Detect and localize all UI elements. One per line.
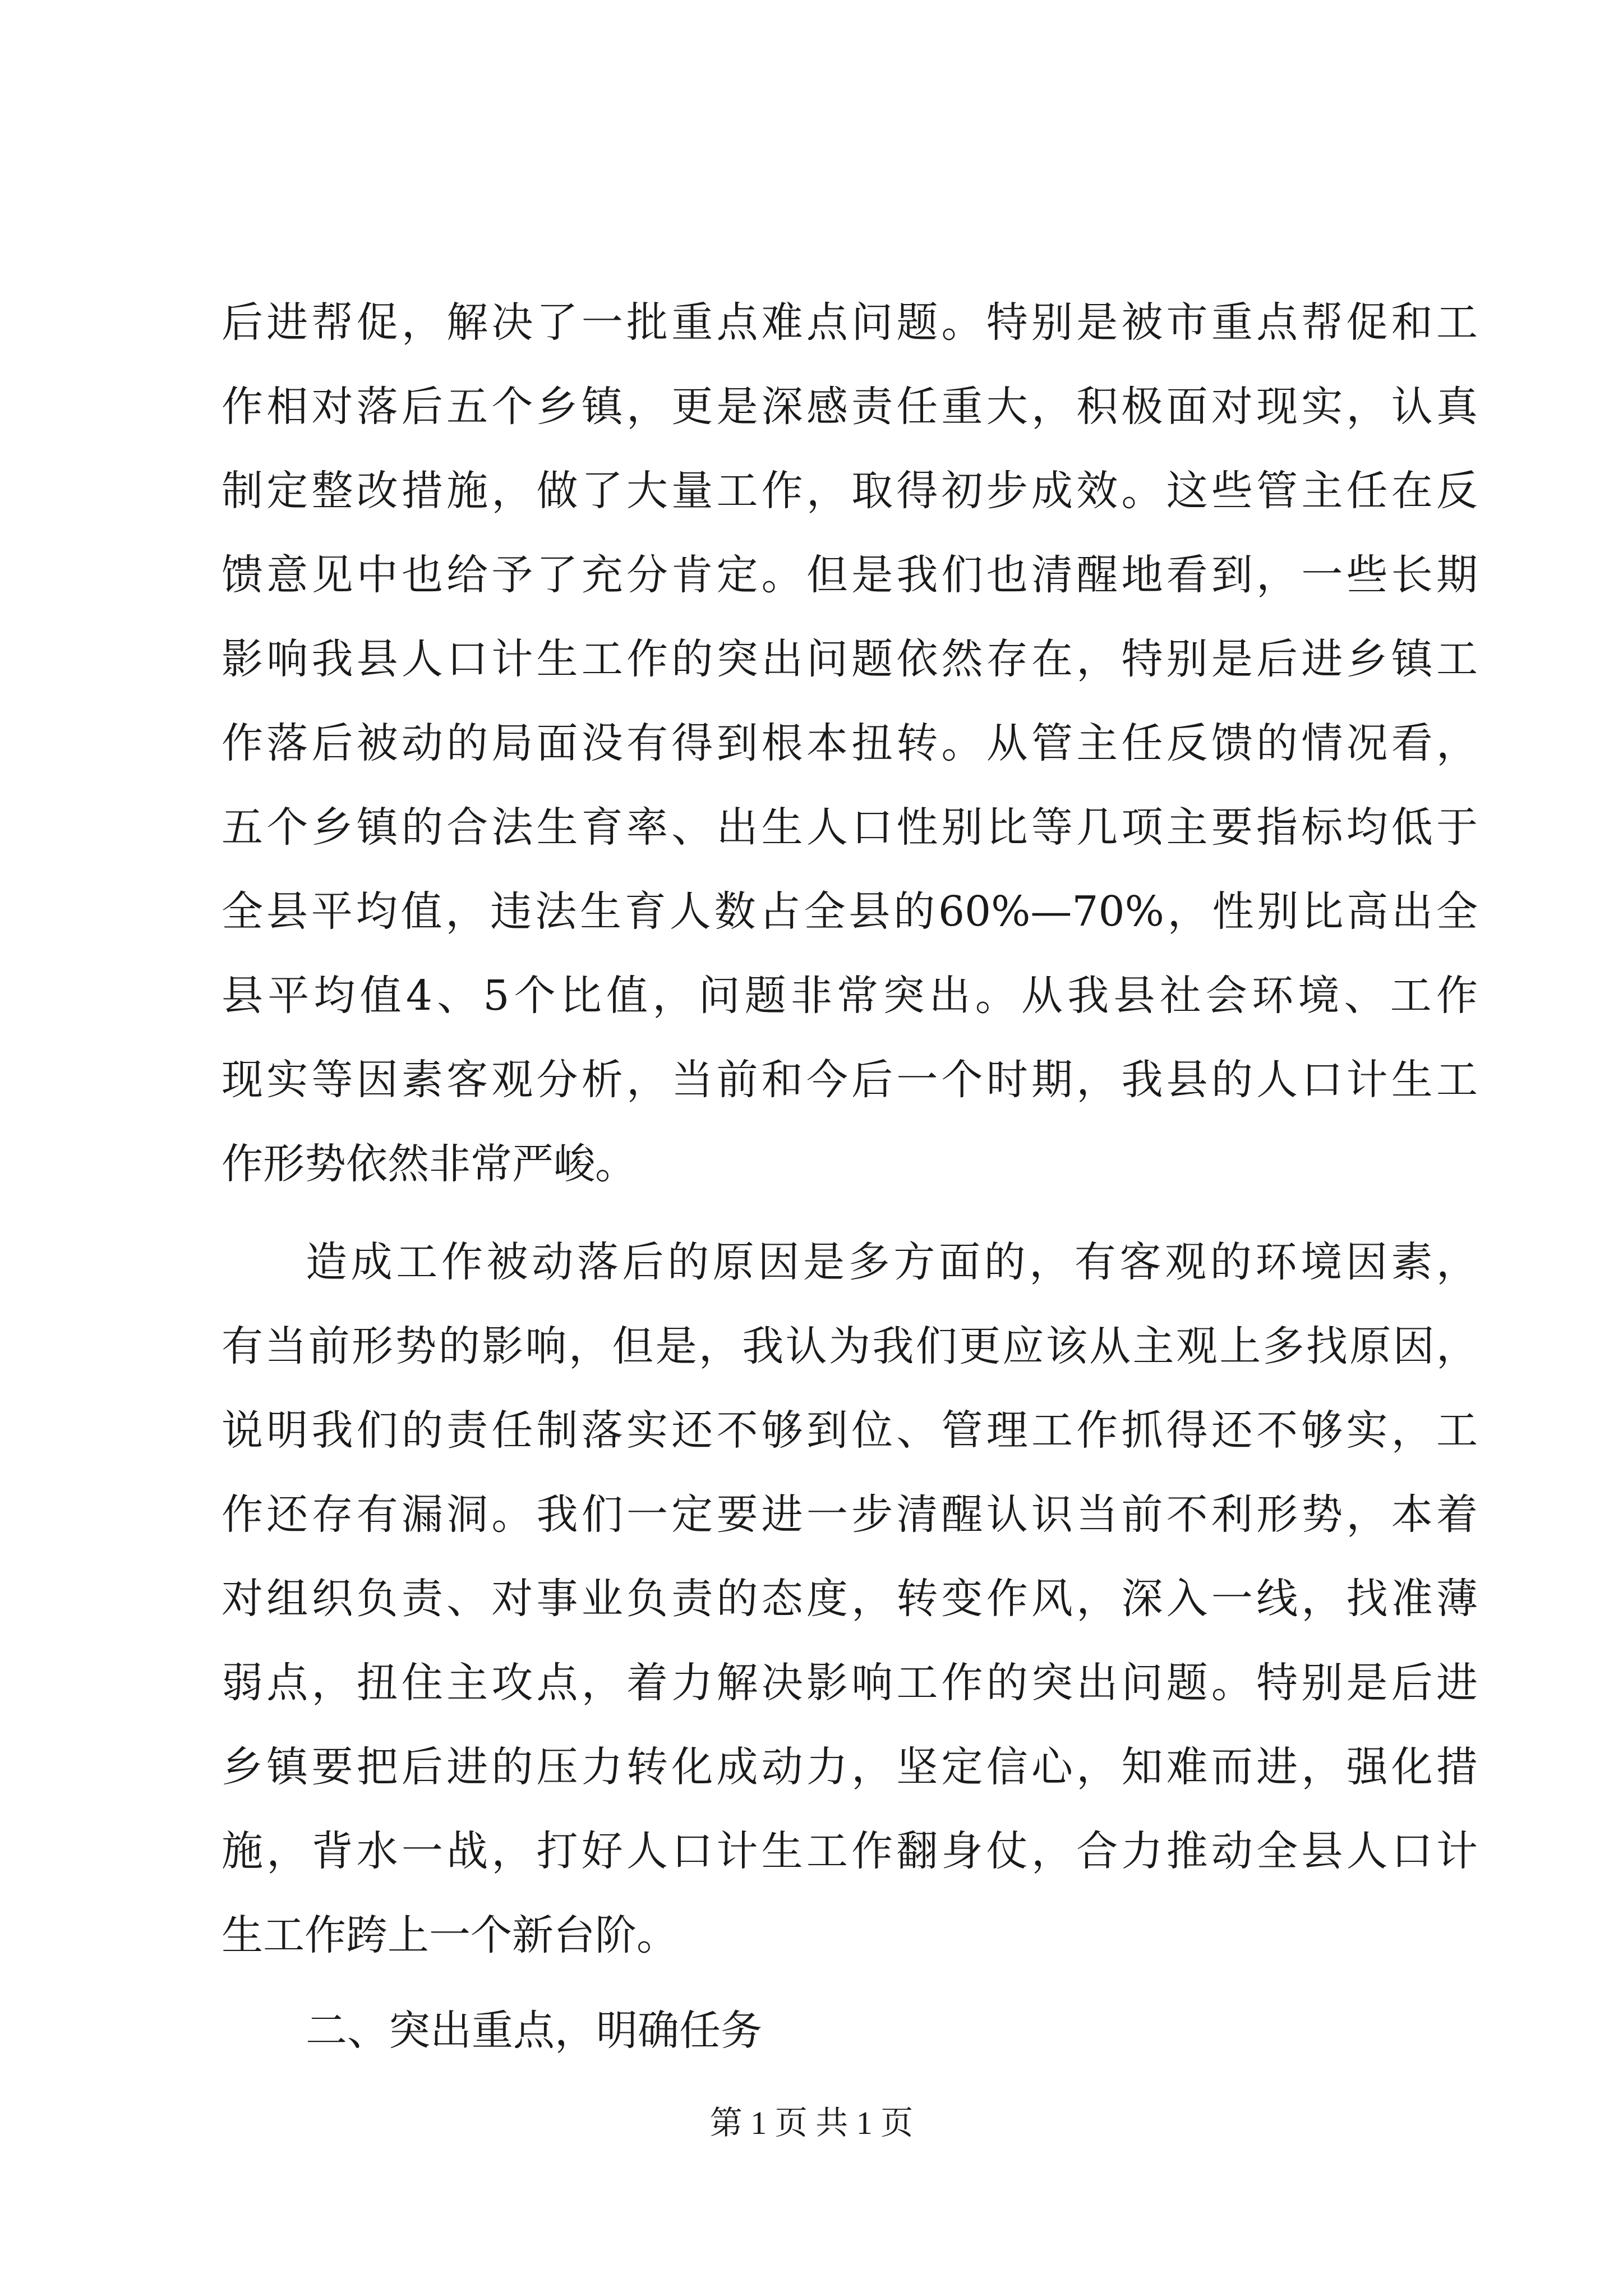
body-line-6: 作落后被动的局面没有得到根本扭转。从管主任反馈的情况看， bbox=[222, 719, 1478, 767]
body-line-20: 生工作跨上一个新台阶。 bbox=[222, 1911, 678, 1959]
section-heading: 二、突出重点，明确任务 bbox=[306, 2007, 762, 2055]
body-line-3: 制定整改措施，做了大量工作，取得初步成效。这些管主任在反 bbox=[222, 467, 1478, 515]
body-line-10: 现实等因素客观分析，当前和今后一个时期，我县的人口计生工 bbox=[222, 1056, 1478, 1104]
body-line-11: 作形势依然非常严峻。 bbox=[222, 1140, 637, 1188]
body-line-8: 全县平均值，违法生育人数占全县的60%—70%，性别比高出全 bbox=[222, 887, 1478, 936]
body-line-4: 馈意见中也给予了充分肯定。但是我们也清醒地看到，一些长期 bbox=[222, 551, 1478, 599]
body-line-13: 有当前形势的影响，但是，我认为我们更应该从主观上多找原因， bbox=[222, 1322, 1478, 1370]
body-line-19: 施，背水一战，打好人口计生工作翻身仗，合力推动全县人口计 bbox=[222, 1827, 1478, 1875]
body-line-17: 弱点，扭住主攻点，着力解决影响工作的突出问题。特别是后进 bbox=[222, 1659, 1478, 1707]
body-line-9: 县平均值4、5个比值，问题非常突出。从我县社会环境、工作 bbox=[222, 972, 1478, 1020]
body-line-16: 对组织负责、对事业负责的态度，转变作风，深入一线，找准薄 bbox=[222, 1575, 1478, 1623]
body-line-5: 影响我县人口计生工作的突出问题依然存在，特别是后进乡镇工 bbox=[222, 635, 1478, 683]
body-line-2: 作相对落后五个乡镇，更是深感责任重大，积极面对现实，认真 bbox=[222, 383, 1478, 431]
page-footer: 第 1 页 共 1 页 bbox=[709, 2105, 914, 2141]
body-line-15: 作还存有漏洞。我们一定要进一步清醒认识当前不利形势，本着 bbox=[222, 1490, 1478, 1539]
body-line-12: 造成工作被动落后的原因是多方面的，有客观的环境因素， bbox=[306, 1238, 1478, 1286]
body-line-14: 说明我们的责任制落实还不够到位、管理工作抓得还不够实，工 bbox=[222, 1406, 1478, 1455]
body-line-18: 乡镇要把后进的压力转化成动力，坚定信心，知难而进，强化措 bbox=[222, 1743, 1478, 1791]
body-line-7: 五个乡镇的合法生育率、出生人口性别比等几项主要指标均低于 bbox=[222, 803, 1478, 852]
body-line-1: 后进帮促，解决了一批重点难点问题。特别是被市重点帮促和工 bbox=[222, 298, 1478, 347]
